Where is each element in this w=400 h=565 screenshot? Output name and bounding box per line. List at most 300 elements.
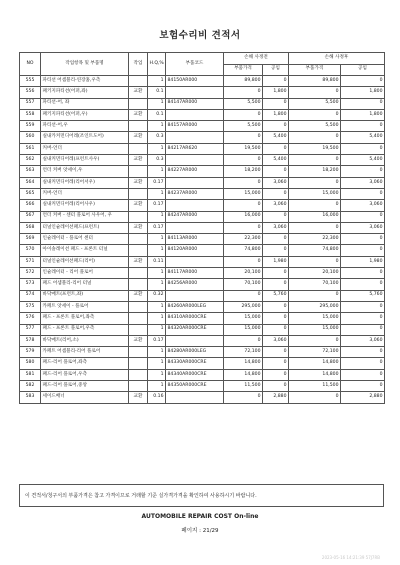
table-row xyxy=(20,98,385,109)
row-item-name: 바닥매트(리어,소) xyxy=(41,335,129,346)
row-part-code xyxy=(166,155,224,166)
row-hq: 0.1 xyxy=(148,87,166,98)
row-before-part-price: 22,300 xyxy=(224,234,263,245)
table-row xyxy=(20,76,385,87)
header-after-part-price: 부품가격 xyxy=(289,64,341,76)
row-work-type xyxy=(129,121,148,132)
row-after-part-price: 0 xyxy=(289,132,341,143)
row-no: 556 xyxy=(20,87,41,98)
table-row xyxy=(20,245,385,256)
row-part-code xyxy=(166,200,224,211)
header-before-part-price: 부품가격 xyxy=(224,64,263,76)
row-item-name: 커버-언더 xyxy=(41,143,129,154)
row-hq: 0.3 xyxy=(148,132,166,143)
row-work-type xyxy=(129,166,148,177)
row-after-labor: 3,060 xyxy=(341,335,385,346)
row-hq: 1 xyxy=(148,76,166,87)
header-part-code: 부품코드 xyxy=(166,53,224,76)
row-after-labor: 0 xyxy=(341,76,385,87)
row-before-labor: 0 xyxy=(263,245,289,256)
row-after-part-price: 5,500 xyxy=(289,121,341,132)
row-after-part-price: 19,500 xyxy=(289,143,341,154)
row-item-name: 파티션-어,우 xyxy=(41,121,129,132)
row-part-code: 84217AR620 xyxy=(166,143,224,154)
row-no: 562 xyxy=(20,155,41,166)
row-part-code: 84260AR000LEG xyxy=(166,301,224,312)
row-after-part-price: 15,000 xyxy=(289,324,341,335)
table-row xyxy=(20,143,385,154)
row-after-part-price: 74,800 xyxy=(289,245,341,256)
row-part-code: 84227AR000 xyxy=(166,166,224,177)
row-item-name: 세이드배너 xyxy=(41,392,129,403)
row-before-labor: 2,880 xyxy=(263,392,289,403)
row-item-name: 카페트 어셈블리-리어 플로어 xyxy=(41,347,129,358)
footer-title: AUTOMOBILE REPAIR COST On-line xyxy=(141,513,259,520)
row-hq: 1 xyxy=(148,369,166,380)
row-item-name: 언더 커버 - 센터 플로어 사우어, 우 xyxy=(41,211,129,222)
row-after-part-price: 0 xyxy=(289,177,341,188)
table-row xyxy=(20,301,385,312)
table-row xyxy=(20,290,385,301)
row-before-part-price: 0 xyxy=(224,132,263,143)
row-no: 574 xyxy=(20,290,41,301)
table-row xyxy=(20,324,385,335)
row-before-part-price: 5,500 xyxy=(224,98,263,109)
row-part-code: 84330AR000CRE xyxy=(166,358,224,369)
row-after-labor: 0 xyxy=(341,143,385,154)
row-work-type xyxy=(129,245,148,256)
row-after-labor: 0 xyxy=(341,279,385,290)
row-before-labor: 3,060 xyxy=(263,200,289,211)
row-no: 581 xyxy=(20,369,41,380)
row-part-code: 84237AR000 xyxy=(166,188,224,199)
row-part-code xyxy=(166,132,224,143)
row-before-labor: 0 xyxy=(263,313,289,324)
row-no: 566 xyxy=(20,200,41,211)
row-hq: 1 xyxy=(148,98,166,109)
header-before-labor: 공임 xyxy=(263,64,289,76)
row-after-labor: 1,800 xyxy=(341,87,385,98)
row-no: 563 xyxy=(20,166,41,177)
row-part-code xyxy=(166,392,224,403)
row-no: 561 xyxy=(20,143,41,154)
table-row xyxy=(20,177,385,188)
row-after-part-price: 0 xyxy=(289,256,341,267)
row-after-labor: 0 xyxy=(341,381,385,392)
row-work-type: 교환 xyxy=(129,132,148,143)
row-after-labor: 5,400 xyxy=(341,155,385,166)
row-no: 578 xyxy=(20,335,41,346)
row-no: 570 xyxy=(20,245,41,256)
table-row xyxy=(20,200,385,211)
row-before-labor: 0 xyxy=(263,301,289,312)
row-before-part-price: 0 xyxy=(224,155,263,166)
row-before-part-price: 0 xyxy=(224,177,263,188)
row-after-part-price: 0 xyxy=(289,200,341,211)
row-before-labor: 5,400 xyxy=(263,155,289,166)
row-hq: 1 xyxy=(148,211,166,222)
row-work-type xyxy=(129,211,148,222)
row-before-part-price: 15,000 xyxy=(224,313,263,324)
row-no: 567 xyxy=(20,211,41,222)
row-item-name: 패드-리어 플로어,좌측 xyxy=(41,358,129,369)
row-part-code xyxy=(166,87,224,98)
row-hq: 0.3 xyxy=(148,155,166,166)
row-before-part-price: 0 xyxy=(224,200,263,211)
row-before-labor: 0 xyxy=(263,369,289,380)
page-number: 페이지 : 21/29 xyxy=(181,528,219,534)
row-work-type: 교환 xyxy=(129,335,148,346)
row-after-labor: 0 xyxy=(341,324,385,335)
row-item-name: 파티션-어, 좌 xyxy=(41,98,129,109)
row-after-labor: 1,980 xyxy=(341,256,385,267)
row-part-code: 84340AR000CRE xyxy=(166,369,224,380)
row-before-labor: 0 xyxy=(263,381,289,392)
row-hq: 1 xyxy=(148,268,166,279)
row-before-labor: 1,800 xyxy=(263,87,289,98)
row-work-type xyxy=(129,381,148,392)
row-after-part-price: 5,500 xyxy=(289,98,341,109)
row-after-part-price: 0 xyxy=(289,290,341,301)
row-work-type: 교환 xyxy=(129,155,148,166)
row-before-part-price: 0 xyxy=(224,392,263,403)
row-work-type: 교환 xyxy=(129,177,148,188)
row-after-part-price: 20,100 xyxy=(289,268,341,279)
row-hq: 1 xyxy=(148,234,166,245)
table-row xyxy=(20,109,385,120)
row-hq: 0.11 xyxy=(148,256,166,267)
row-no: 576 xyxy=(20,313,41,324)
row-after-part-price: 15,000 xyxy=(289,313,341,324)
row-after-part-price: 0 xyxy=(289,222,341,233)
row-after-part-price: 89,800 xyxy=(289,76,341,87)
table-row xyxy=(20,369,385,380)
row-after-part-price: 22,300 xyxy=(289,234,341,245)
row-work-type: 교환 xyxy=(129,392,148,403)
row-after-part-price: 15,000 xyxy=(289,188,341,199)
row-no: 564 xyxy=(20,177,41,188)
row-hq: 0.17 xyxy=(148,177,166,188)
row-no: 572 xyxy=(20,268,41,279)
row-hq: 1 xyxy=(148,166,166,177)
row-no: 560 xyxy=(20,132,41,143)
row-item-name: 패드 - 프론트 플로어,우측 xyxy=(41,324,129,335)
row-no: 555 xyxy=(20,76,41,87)
row-after-labor: 0 xyxy=(341,166,385,177)
row-part-code: 84113AR000 xyxy=(166,234,224,245)
row-after-labor: 0 xyxy=(341,234,385,245)
row-before-labor: 0 xyxy=(263,268,289,279)
row-before-labor: 0 xyxy=(263,211,289,222)
row-after-part-price: 295,000 xyxy=(289,301,341,312)
row-work-type xyxy=(129,347,148,358)
row-no: 565 xyxy=(20,188,41,199)
row-part-code: 84256AR000 xyxy=(166,279,224,290)
row-hq: 0.17 xyxy=(148,335,166,346)
row-item-name: 아이솔레이션 패드 - 프론트 터널 xyxy=(41,245,129,256)
row-item-name: 실내커먼디어레(리어서우) xyxy=(41,177,129,188)
row-before-part-price: 15,000 xyxy=(224,188,263,199)
table-row xyxy=(20,222,385,233)
table-row xyxy=(20,121,385,132)
row-after-labor: 0 xyxy=(341,313,385,324)
row-after-labor: 5,760 xyxy=(341,290,385,301)
row-after-labor: 0 xyxy=(341,188,385,199)
row-hq: 1 xyxy=(148,324,166,335)
disclaimer-note: 이 견적서/청구서의 부품가격은 참고 가격이므로 거래할 기준 실가격가격을 확인하여 사용하시기 바랍니다. xyxy=(19,484,384,507)
row-work-type xyxy=(129,324,148,335)
table-row xyxy=(20,335,385,346)
row-before-part-price: 0 xyxy=(224,335,263,346)
print-timestamp: 2023-05-16 14:21:39 57J7RB xyxy=(321,555,380,560)
row-before-labor: 0 xyxy=(263,347,289,358)
row-part-code xyxy=(166,290,224,301)
row-item-name: 커버-언더 xyxy=(41,188,129,199)
row-item-name: 실내카커먼디어레(조인트도어) xyxy=(41,132,129,143)
row-no: 558 xyxy=(20,109,41,120)
row-after-part-price: 14,800 xyxy=(289,358,341,369)
table-row xyxy=(20,234,385,245)
table-row xyxy=(20,313,385,324)
row-no: 575 xyxy=(20,301,41,312)
row-before-labor: 3,060 xyxy=(263,177,289,188)
row-hq: 1 xyxy=(148,381,166,392)
row-no: 577 xyxy=(20,324,41,335)
row-before-part-price: 15,000 xyxy=(224,324,263,335)
row-after-part-price: 0 xyxy=(289,335,341,346)
row-before-part-price: 14,800 xyxy=(224,358,263,369)
row-part-code: 84310AR000CRE xyxy=(166,313,224,324)
row-item-name: 실내커먼디어레(프런트사우) xyxy=(41,155,129,166)
row-after-labor: 0 xyxy=(341,301,385,312)
row-after-labor: 0 xyxy=(341,121,385,132)
row-no: 582 xyxy=(20,381,41,392)
row-after-labor: 0 xyxy=(341,358,385,369)
row-no: 569 xyxy=(20,234,41,245)
row-item-name: 패드-리어 플로어,우측 xyxy=(41,369,129,380)
table-row xyxy=(20,358,385,369)
header-no: NO xyxy=(20,53,41,76)
row-before-part-price: 19,500 xyxy=(224,143,263,154)
row-part-code: 84320AR000CRE xyxy=(166,324,224,335)
row-hq: 0.32 xyxy=(148,290,166,301)
row-no: 583 xyxy=(20,392,41,403)
row-after-labor: 3,060 xyxy=(341,200,385,211)
row-part-code xyxy=(166,335,224,346)
row-before-part-price: 16,000 xyxy=(224,211,263,222)
row-part-code: 84350AR000CRE xyxy=(166,381,224,392)
row-before-part-price: 70,100 xyxy=(224,279,263,290)
row-work-type: 교환 xyxy=(129,290,148,301)
row-item-name: 패드-리어 플로어,중앙 xyxy=(41,381,129,392)
row-work-type xyxy=(129,98,148,109)
table-row xyxy=(20,256,385,267)
row-item-name: 인슐레이터 - 플로어 센터 xyxy=(41,234,129,245)
row-work-type xyxy=(129,358,148,369)
row-before-labor: 0 xyxy=(263,188,289,199)
row-before-labor: 0 xyxy=(263,143,289,154)
row-before-labor: 1,980 xyxy=(263,256,289,267)
row-item-name: 패키지파티션(어퍼,우) xyxy=(41,109,129,120)
row-hq: 1 xyxy=(148,143,166,154)
row-hq: 0.16 xyxy=(148,392,166,403)
row-before-labor: 5,760 xyxy=(263,290,289,301)
row-work-type: 교환 xyxy=(129,87,148,98)
table-row xyxy=(20,347,385,358)
table-row xyxy=(20,268,385,279)
row-item-name: 카페트 앗세이 - 플로어 xyxy=(41,301,129,312)
row-before-labor: 0 xyxy=(263,234,289,245)
row-after-part-price: 11,500 xyxy=(289,381,341,392)
row-work-type: 교환 xyxy=(129,222,148,233)
row-before-part-price: 14,800 xyxy=(224,369,263,380)
row-after-labor: 0 xyxy=(341,245,385,256)
row-after-part-price: 16,000 xyxy=(289,211,341,222)
row-before-part-price: 11,500 xyxy=(224,381,263,392)
row-hq: 1 xyxy=(148,279,166,290)
row-after-labor: 0 xyxy=(341,369,385,380)
row-before-part-price: 20,100 xyxy=(224,268,263,279)
header-after-adjustment: 손해 사정후 xyxy=(289,53,385,65)
row-before-part-price: 74,800 xyxy=(224,245,263,256)
row-before-part-price: 0 xyxy=(224,87,263,98)
row-hq: 1 xyxy=(148,245,166,256)
row-before-labor: 0 xyxy=(263,98,289,109)
row-before-part-price: 0 xyxy=(224,256,263,267)
row-work-type: 교환 xyxy=(129,200,148,211)
row-before-part-price: 18,200 xyxy=(224,166,263,177)
table-row xyxy=(20,132,385,143)
row-after-part-price: 18,200 xyxy=(289,166,341,177)
table-row xyxy=(20,166,385,177)
row-item-name: 패키지파티션(어퍼,좌) xyxy=(41,87,129,98)
row-before-labor: 3,060 xyxy=(263,335,289,346)
row-work-type xyxy=(129,234,148,245)
row-part-code xyxy=(166,222,224,233)
row-after-labor: 2,880 xyxy=(341,392,385,403)
table-row xyxy=(20,279,385,290)
row-after-labor: 3,060 xyxy=(341,222,385,233)
row-work-type xyxy=(129,279,148,290)
row-work-type xyxy=(129,268,148,279)
row-before-labor: 0 xyxy=(263,166,289,177)
row-after-part-price: 0 xyxy=(289,392,341,403)
row-work-type xyxy=(129,76,148,87)
row-item-name: 터널인슐레이션패드(프런트) xyxy=(41,222,129,233)
row-before-labor: 3,060 xyxy=(263,222,289,233)
row-before-part-price: 0 xyxy=(224,290,263,301)
row-hq: 1 xyxy=(148,121,166,132)
row-no: 559 xyxy=(20,121,41,132)
table-row xyxy=(20,87,385,98)
table-row xyxy=(20,381,385,392)
row-before-part-price: 0 xyxy=(224,222,263,233)
row-no: 568 xyxy=(20,222,41,233)
row-hq: 1 xyxy=(148,347,166,358)
row-item-name: 패드 - 프론트 플로어,좌측 xyxy=(41,313,129,324)
table-body xyxy=(20,76,385,404)
row-item-name: 바닥매트(프런트,좌) xyxy=(41,290,129,301)
row-work-type xyxy=(129,301,148,312)
row-part-code xyxy=(166,109,224,120)
row-after-part-price: 0 xyxy=(289,87,341,98)
row-no: 579 xyxy=(20,347,41,358)
row-hq: 1 xyxy=(148,358,166,369)
row-hq: 1 xyxy=(148,313,166,324)
row-after-part-price: 0 xyxy=(289,109,341,120)
row-before-labor: 0 xyxy=(263,358,289,369)
header-after-labor: 공임 xyxy=(341,64,385,76)
row-part-code: 84247AR000 xyxy=(166,211,224,222)
row-before-labor: 5,400 xyxy=(263,132,289,143)
row-work-type: 교환 xyxy=(129,256,148,267)
row-no: 571 xyxy=(20,256,41,267)
row-before-labor: 0 xyxy=(263,76,289,87)
table-row xyxy=(20,392,385,403)
row-work-type xyxy=(129,188,148,199)
row-part-code: 84157AR000 xyxy=(166,121,224,132)
row-after-part-price: 14,800 xyxy=(289,369,341,380)
row-after-labor: 1,800 xyxy=(341,109,385,120)
row-after-labor: 0 xyxy=(341,211,385,222)
row-before-labor: 0 xyxy=(263,324,289,335)
document-title: 보험수리비 견적서 xyxy=(159,30,241,41)
row-before-part-price: 0 xyxy=(224,109,263,120)
row-part-code xyxy=(166,256,224,267)
row-no: 557 xyxy=(20,98,41,109)
table-row xyxy=(20,211,385,222)
row-work-type xyxy=(129,143,148,154)
table-row xyxy=(20,188,385,199)
row-hq: 1 xyxy=(148,188,166,199)
row-work-type: 교환 xyxy=(129,109,148,120)
row-before-labor: 0 xyxy=(263,121,289,132)
row-part-code: 84147AR000 xyxy=(166,98,224,109)
row-before-labor: 0 xyxy=(263,279,289,290)
row-before-part-price: 72,100 xyxy=(224,347,263,358)
row-item-name: 패드 어셈블리-리어 터널 xyxy=(41,279,129,290)
row-after-labor: 0 xyxy=(341,98,385,109)
row-no: 580 xyxy=(20,358,41,369)
row-hq: 0.17 xyxy=(148,200,166,211)
row-part-code: 84120AR000 xyxy=(166,245,224,256)
row-item-name: 파티션 어셈블리-연장홈,우측 xyxy=(41,76,129,87)
row-item-name: 실내커먼디어레(리어사우) xyxy=(41,200,129,211)
header-item: 작업항목 및 부품명 xyxy=(41,53,129,76)
row-after-labor: 0 xyxy=(341,347,385,358)
row-before-labor: 1,800 xyxy=(263,109,289,120)
row-item-name: 터널인슐레이션패드(리어) xyxy=(41,256,129,267)
row-no: 573 xyxy=(20,279,41,290)
row-part-code: 84280AR000LEG xyxy=(166,347,224,358)
row-hq: 0.17 xyxy=(148,222,166,233)
table-row xyxy=(20,155,385,166)
estimate-table xyxy=(19,52,385,404)
row-before-part-price: 5,500 xyxy=(224,121,263,132)
row-item-name: 언더 커버 앗세이,우 xyxy=(41,166,129,177)
row-hq: 0.1 xyxy=(148,109,166,120)
row-after-part-price: 72,100 xyxy=(289,347,341,358)
row-before-part-price: 89,800 xyxy=(224,76,263,87)
row-work-type xyxy=(129,313,148,324)
row-before-part-price: 295,000 xyxy=(224,301,263,312)
row-hq: 1 xyxy=(148,301,166,312)
row-part-code: 84150AR000 xyxy=(166,76,224,87)
row-after-part-price: 0 xyxy=(289,155,341,166)
row-after-labor: 5,400 xyxy=(341,132,385,143)
row-after-part-price: 70,100 xyxy=(289,279,341,290)
header-before-adjustment: 손해 사정전 xyxy=(224,53,289,65)
